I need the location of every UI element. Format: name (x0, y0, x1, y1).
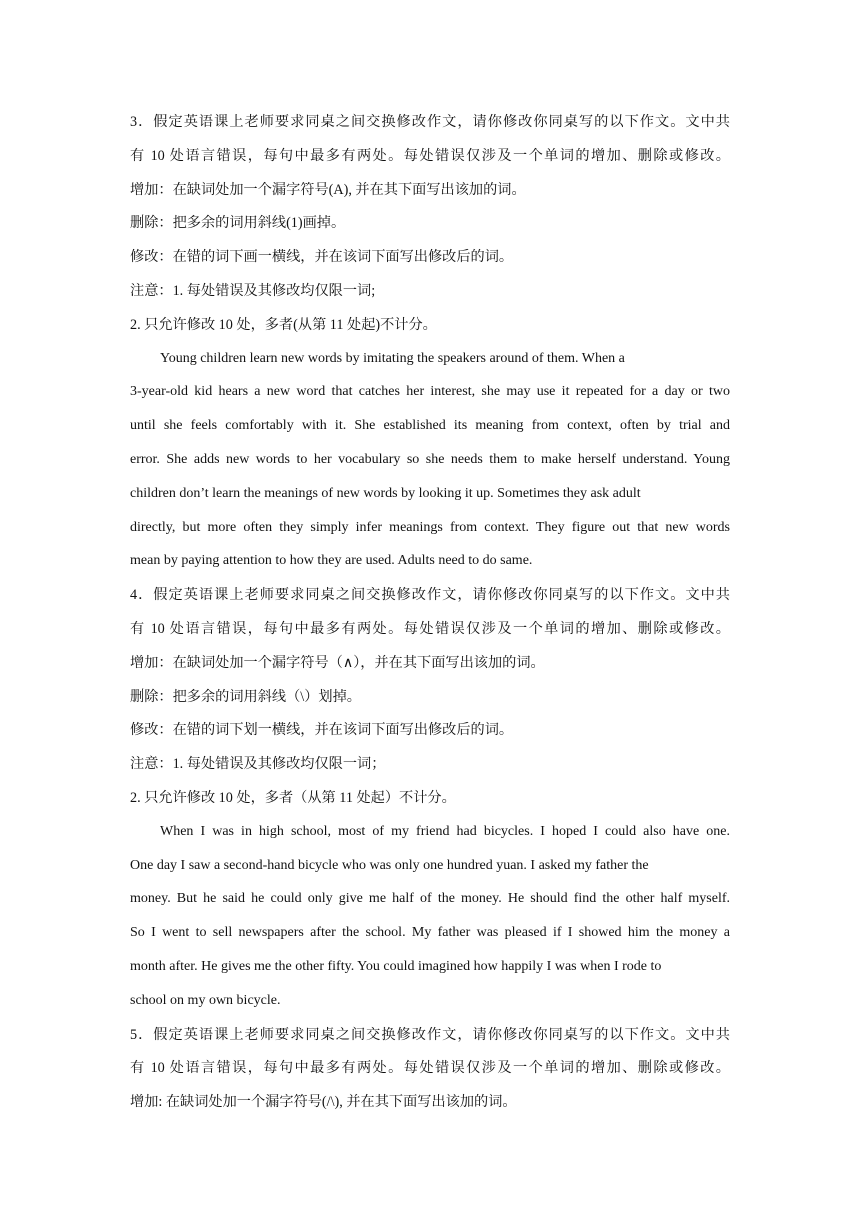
text-line: children don’t learn the meanings of new words by looking it up. Sometimes they ask adult (130, 485, 641, 501)
text-line: 删除：把多余的词用斜线(1)画掉。 (130, 215, 346, 232)
text-line: Young children learn new words by imitating the speakers around of them. When a (160, 350, 625, 366)
text-line: 修改：在错的词下划一横线，并在该词下面写出修改后的词。 (130, 722, 514, 739)
text-line: mean by paying attention to how they are used. Adults need to do same. (130, 553, 533, 569)
text-line: One day I saw a second-hand bicycle who was only one hundred yuan. I asked my father the (130, 857, 649, 873)
text-line: 有 10 处语言错误，每句中最多有两处。每处错误仅涉及一个单词的增加、删除或修改。 (130, 1060, 730, 1077)
text-line: 4．假定英语课上老师要求同桌之间交换修改作文，请你修改你同桌写的以下作文。文中共 (130, 587, 730, 604)
text-line: 修改：在错的词下画一横线，并在该词下面写出修改后的词。 (130, 249, 514, 266)
text-line: 3．假定英语课上老师要求同桌之间交换修改作文，请你修改你同桌写的以下作文。文中共 (130, 114, 730, 130)
text-line: 3-year-old kid hears a new word that catches her interest, she may use it repeated for a day or two (130, 384, 730, 400)
text-line: 删除：把多余的词用斜线（\）划掉。 (130, 688, 361, 705)
text-line: 5．假定英语课上老师要求同桌之间交换修改作文，请你修改你同桌写的以下作文。文中共 (130, 1026, 730, 1043)
text-line: 注意：1. 每处错误及其修改均仅限一词; (130, 282, 376, 299)
text-line: 有 10 处语言错误，每句中最多有两处。每处错误仅涉及一个单词的增加、删除或修改。 (130, 620, 730, 637)
text-line: 增加: 在缺词处加一个漏字符号(/\), 并在其下面写出该加的词。 (130, 1094, 517, 1111)
text-line: school on my own bicycle. (130, 992, 281, 1008)
text-line: So I went to sell newspapers after the school. My father was pleased if I showed him the money a (130, 925, 730, 941)
text-line: 注意：1. 每处错误及其修改均仅限一词； (130, 756, 386, 773)
text-line: 2. 只允许修改 10 处，多者（从第 11 处起）不计分。 (130, 789, 456, 806)
text-line: When I was in high school, most of my friend had bicycles. I hoped I could also have one. (160, 823, 730, 839)
text-line: directly, but more often they simply infer meanings from context. They figure out that new words (130, 519, 730, 535)
text-line: until she feels comfortably with it. She established its meaning from context, often by trial and (130, 418, 730, 434)
text-line: 有 10 处语言错误，每句中最多有两处。每处错误仅涉及一个单词的增加、删除或修改。 (130, 147, 730, 164)
document-page (130, 109, 730, 1123)
text-line: 增加：在缺词处加一个漏字符号(A), 并在其下面写出该加的词。 (130, 181, 526, 198)
text-line: money. But he said he could only give me half of the money. He should find the other half myself. (130, 891, 730, 907)
text-line: error. She adds new words to her vocabulary so she needs them to make herself understand. Young (130, 451, 730, 467)
text-line: 增加：在缺词处加一个漏字符号（∧），并在其下面写出该加的词。 (130, 654, 545, 671)
text-line: 2. 只允许修改 10 处，多者(从第 11 处起)不计分。 (130, 316, 437, 333)
text-line: month after. He gives me the other fifty. You could imagined how happily I was when I rode to (130, 958, 662, 974)
